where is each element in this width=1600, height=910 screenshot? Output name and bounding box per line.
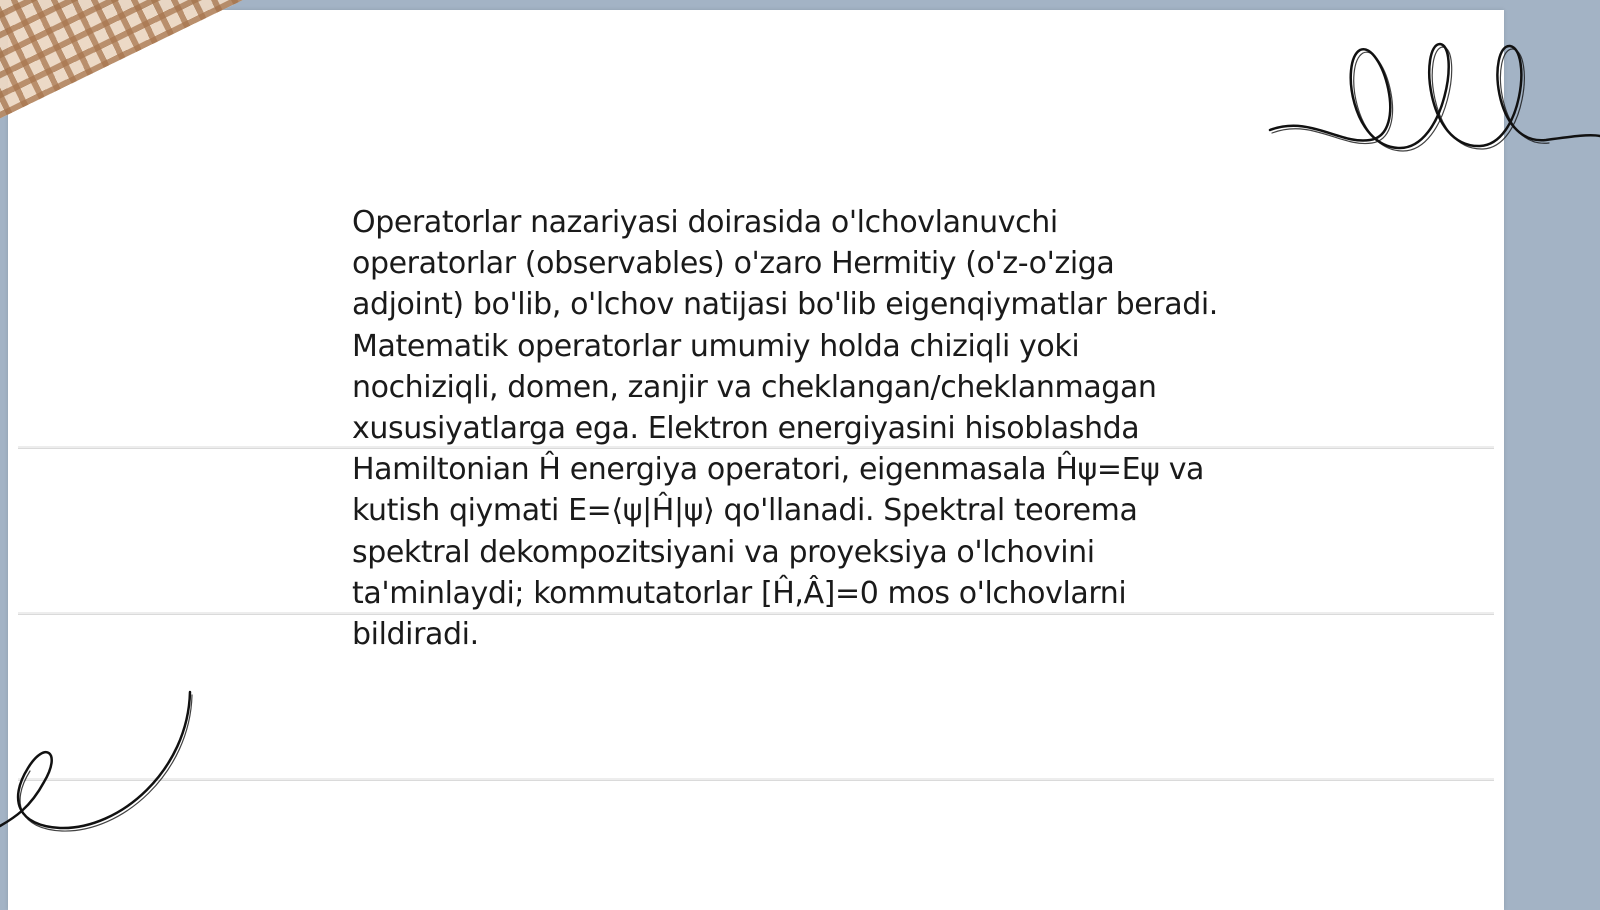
ruled-line bbox=[18, 778, 1494, 781]
curl-swirl-icon bbox=[0, 690, 200, 850]
body-paragraph: Operatorlar nazariyasi doirasida o'lchovlanuvchi operatorlar (observables) o'zaro Hermitiy (o'z-o'ziga adjoint) bo'lib, o'lchov natijasi bo'lib eigenqiymatlar beradi. Matematik operatorlar umumiy holda chiziqli yoki nochiziqli, domen, zanjir va cheklangan/cheklanmagan xususiyatlarga ega. Elektron energiyasini hisoblashda Hamiltonian Ĥ energiya operatori, eigenmasala Ĥψ=Eψ va kutish qiymati E=⟨ψ|Ĥ|ψ⟩ qo'llanadi. Spektral teorema spektral dekompozitsiyani va proyeksiya o'lchovini ta'minlaydi; kommutatorlar [Ĥ,Â]=0 mos o'lchovlarni bildiradi. bbox=[352, 205, 1218, 653]
loop-swirl-icon bbox=[1260, 30, 1600, 160]
